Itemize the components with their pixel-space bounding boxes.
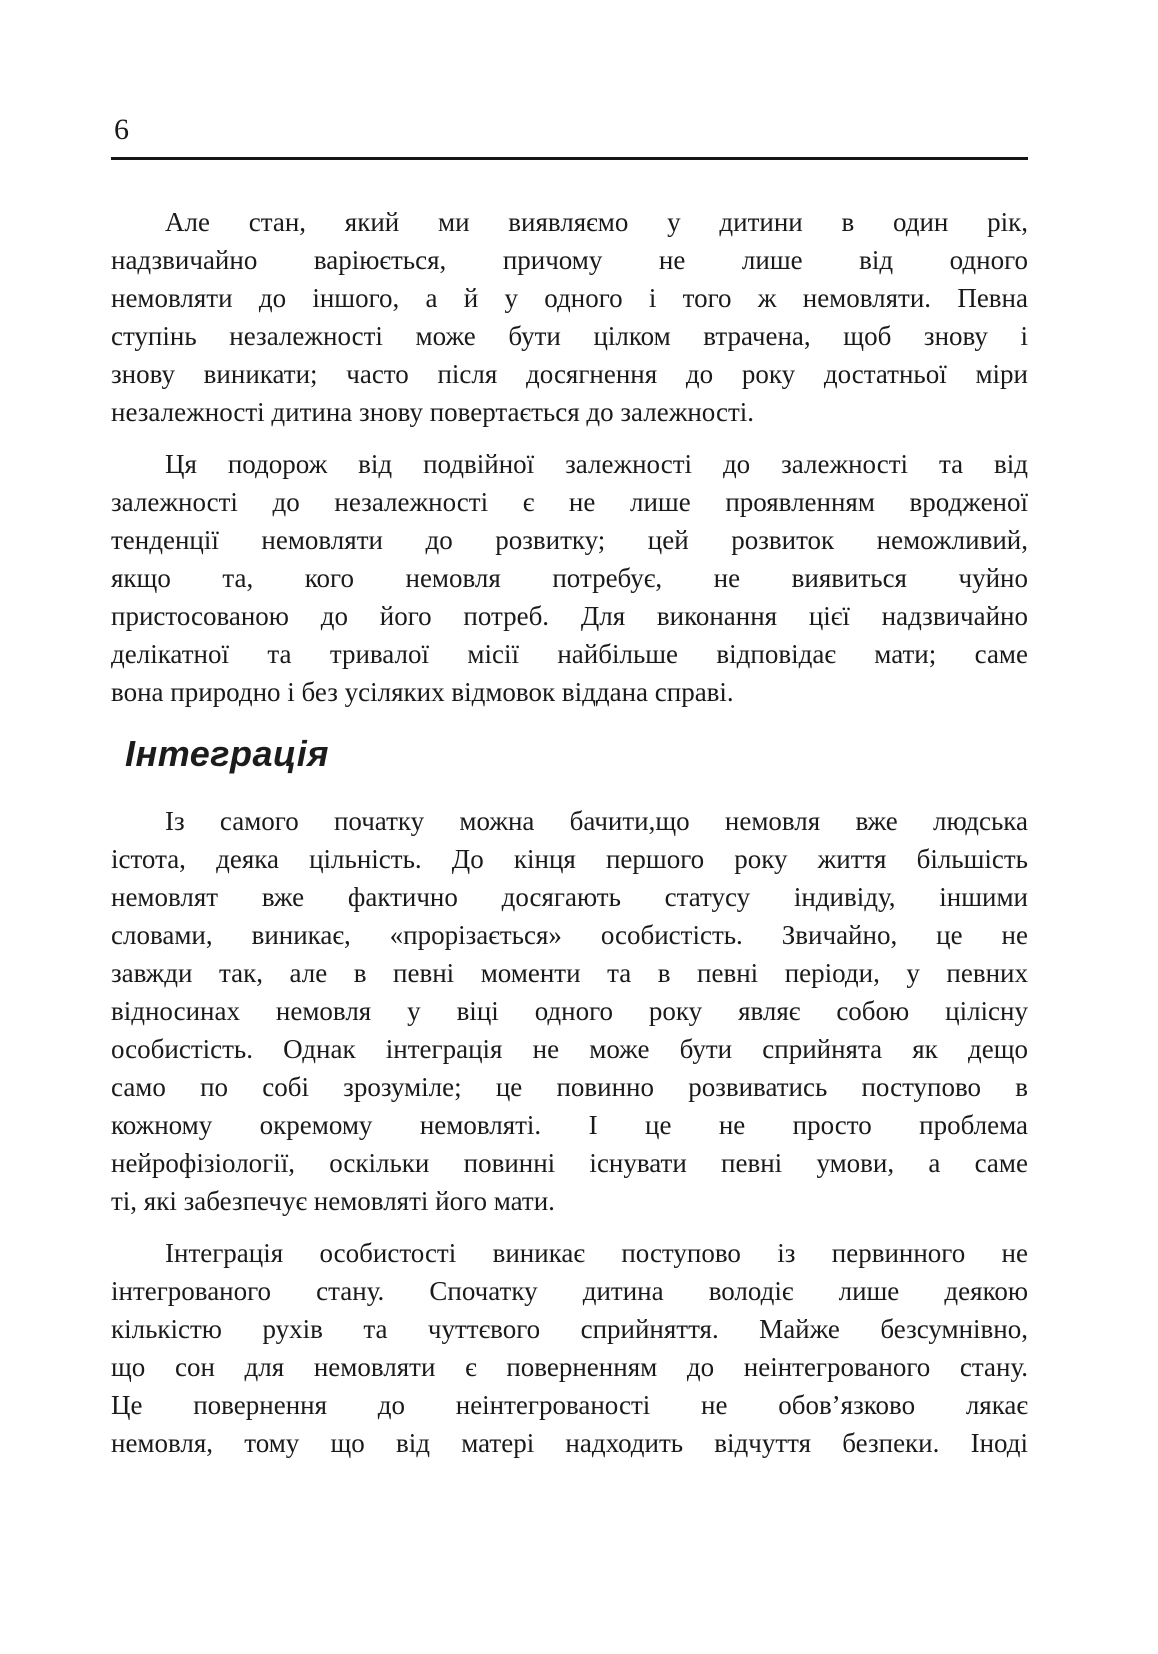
text-line: немовлят вже фактично досягають статусу індивіду, іншими xyxy=(111,882,1028,912)
text-line: ступінь незалежності може бути цілком втрачена, щоб знову і xyxy=(111,321,1028,351)
header-rule xyxy=(111,157,1028,160)
text-line: вона природно і без усіляких відмовок віддана справі. xyxy=(111,677,734,707)
section-heading: Інтеграція xyxy=(125,733,329,774)
paragraph xyxy=(111,203,1028,431)
text-line: залежності до незалежності є не лише проявленням вродженої xyxy=(111,487,1028,517)
text-line: немовля, тому що від матері надходить відчуття безпеки. Іноді xyxy=(111,1428,1028,1458)
text-line: тенденції немовляти до розвитку; цей розвиток неможливий, xyxy=(111,525,1028,555)
page-number: 6 xyxy=(114,113,129,146)
text-line: якщо та, кого немовля потребує, не виявиться чуйно xyxy=(111,563,1028,593)
text-line: Це повернення до неінтегрованості не обов’язково лякає xyxy=(111,1390,1028,1420)
text-line: завжди так, але в певні моменти та в певні періоди, у певних xyxy=(111,958,1028,988)
text-line: Ця подорож від подвійної залежності до залежності та від xyxy=(165,449,1028,479)
text-line: незалежності дитина знову повертається до залежності. xyxy=(111,397,755,427)
text-line: ті, які забезпечує немовляті його мати. xyxy=(111,1186,555,1216)
page-content xyxy=(111,203,1028,1476)
text-line: особистість. Однак інтеграція не може бути сприйнята як дещо xyxy=(111,1034,1028,1064)
paragraph xyxy=(111,1234,1028,1462)
text-line: пристосованою до його потреб. Для виконання цієї надзвичайно xyxy=(111,601,1028,631)
text-line: словами, виникає, «прорізається» особистість. Звичайно, це не xyxy=(111,920,1028,950)
text-line: надзвичайно варіюється, причому не лише від одного xyxy=(111,245,1028,275)
text-line: істота, деяка цільність. До кінця першого року життя більшість xyxy=(111,844,1028,874)
text-line: що сон для немовляти є поверненням до неінтегрованого стану. xyxy=(111,1352,1028,1382)
text-line: відносинах немовля у віці одного року являє собою цілісну xyxy=(111,996,1028,1026)
text-line: немовляти до іншого, а й у одного і того ж немовляти. Певна xyxy=(111,283,1028,313)
text-line: Інтеграція особистості виникає поступово із первинного не xyxy=(165,1238,1028,1268)
text-line: Із самого початку можна бачити,що немовля вже людська xyxy=(165,806,1028,836)
text-line: Але стан, який ми виявляємо у дитини в один рік, xyxy=(165,207,1028,237)
paragraph xyxy=(111,802,1028,1220)
text-line: інтегрованого стану. Спочатку дитина володіє лише деякою xyxy=(111,1276,1028,1306)
text-line: кожному окремому немовляті. І це не просто проблема xyxy=(111,1110,1028,1140)
text-line: само по собі зрозуміле; це повинно розвиватись поступово в xyxy=(111,1072,1028,1102)
text-line: нейрофізіології, оскільки повинні існувати певні умови, а саме xyxy=(111,1148,1028,1178)
paragraph xyxy=(111,445,1028,711)
text-line: знову виникати; часто після досягнення до року достатньої міри xyxy=(111,359,1028,389)
text-line: кількістю рухів та чуттєвого сприйняття. Майже безсумнівно, xyxy=(111,1314,1028,1344)
text-line: делікатної та тривалої місії найбільше відповідає мати; саме xyxy=(111,639,1028,669)
